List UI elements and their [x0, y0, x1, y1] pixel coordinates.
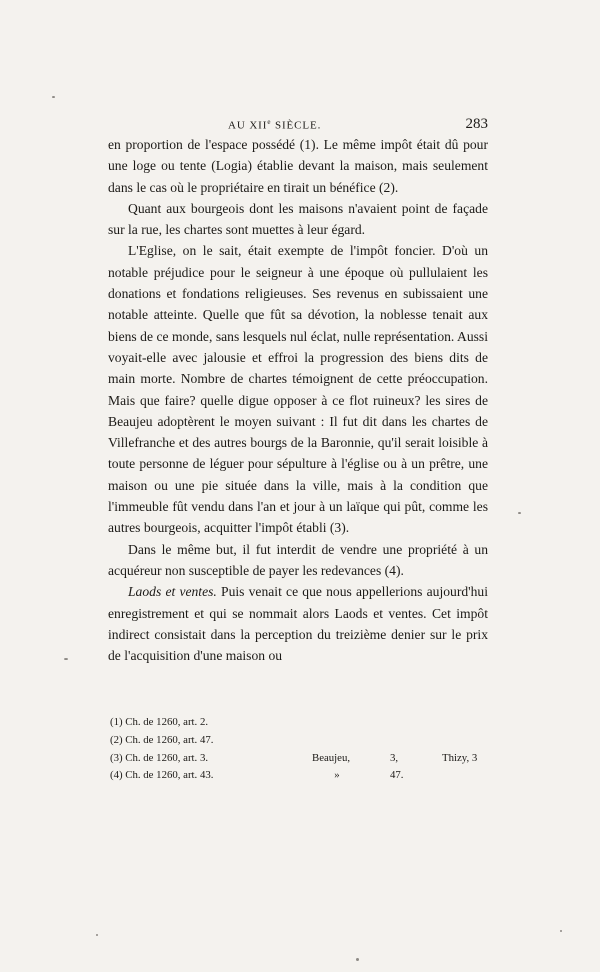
paragraph: L'Eglise, on le sait, était exempte de l'impôt foncier. D'où un notable préjudice pour le seigneur à une époque où pullulaient les donations et fondations religieuses. Ses revenus en subissaient une notable atteinte. Quelle que fût sa dévotion, la noblesse tenait aux biens de ce monde, sans lesquels nul éclat, nulle représentation. Aussi voyait-elle avec jalousie et effroi la progression des biens dits de main morte. Nombre de chartes témoignent de cette préoccupation. Mais que faire? quelle digue opposer à ce flot ruineux? les sires de Beaujeu adoptèrent le moyen suivant : Il fut dit dans les chartes de Villefranche et des autres bourgs de la Baronnie, qu'il serait loisible à toute personne de léguer pour sépulture à l'église ou à un prêtre, une maison ou une pie située dans la ville, mais à la condition que l'immeuble fût vendu dans l'an et jour à un laïque qui pût, comme les autres bourgeois, acquitter l'impôt établi (3).	[108, 243, 488, 536]
running-title: AU XIIe SIÈCLE.	[228, 118, 322, 132]
page-number: 283	[465, 116, 488, 132]
scan-speck	[560, 930, 562, 932]
paragraph: Quant aux bourgeois dont les maisons n'avaient point de façade sur la rue, les chartes sont muettes à leur égard.	[108, 200, 488, 238]
scan-speck	[356, 958, 359, 961]
scan-speck	[64, 658, 68, 660]
footnotes	[110, 714, 490, 785]
footnote-reference: Beaujeu, 3,	[312, 751, 399, 764]
footnote	[110, 732, 490, 750]
footnote-reference: » 47.	[334, 769, 404, 782]
scan-speck	[518, 512, 521, 514]
paragraph-text: Puis venait ce que nous appellerions aujourd'hui enregistrement et qui se nommait alors Laods et ventes. Cet impôt indirect consistait dans la perception du treizième denier sur le prix de l'acquisition d'une maison ou	[108, 584, 488, 664]
body-text	[108, 134, 488, 666]
section-heading: Laods et ventes.	[128, 584, 217, 600]
running-header	[108, 116, 488, 136]
footnote-text: (3) Ch. de 1260, art. 3.	[110, 751, 209, 764]
paragraph: en proportion de l'espace possédé (1). Le même impôt était dû pour une loge ou tente (Logia) établie devant la maison, mais seulement dans le cas où le propriétaire en tirait un bénéfice (2).	[108, 137, 488, 195]
footnote-text: (2) Ch. de 1260, art. 47.	[110, 733, 214, 746]
paragraph: Dans le même but, il fut interdit de vendre une propriété à un acquéreur non susceptible de payer les redevances (4).	[108, 541, 488, 578]
footnote-text: (4) Ch. de 1260, art. 43.	[110, 769, 214, 782]
scan-speck	[96, 934, 98, 936]
footnote	[110, 714, 490, 732]
paragraph	[108, 581, 488, 666]
footnote-text: (1) Ch. de 1260, art. 2.	[110, 716, 209, 728]
footnote	[110, 767, 490, 785]
scan-speck	[52, 96, 55, 98]
footnote	[110, 750, 490, 768]
footnote-reference: Thizy, 3	[442, 751, 478, 764]
